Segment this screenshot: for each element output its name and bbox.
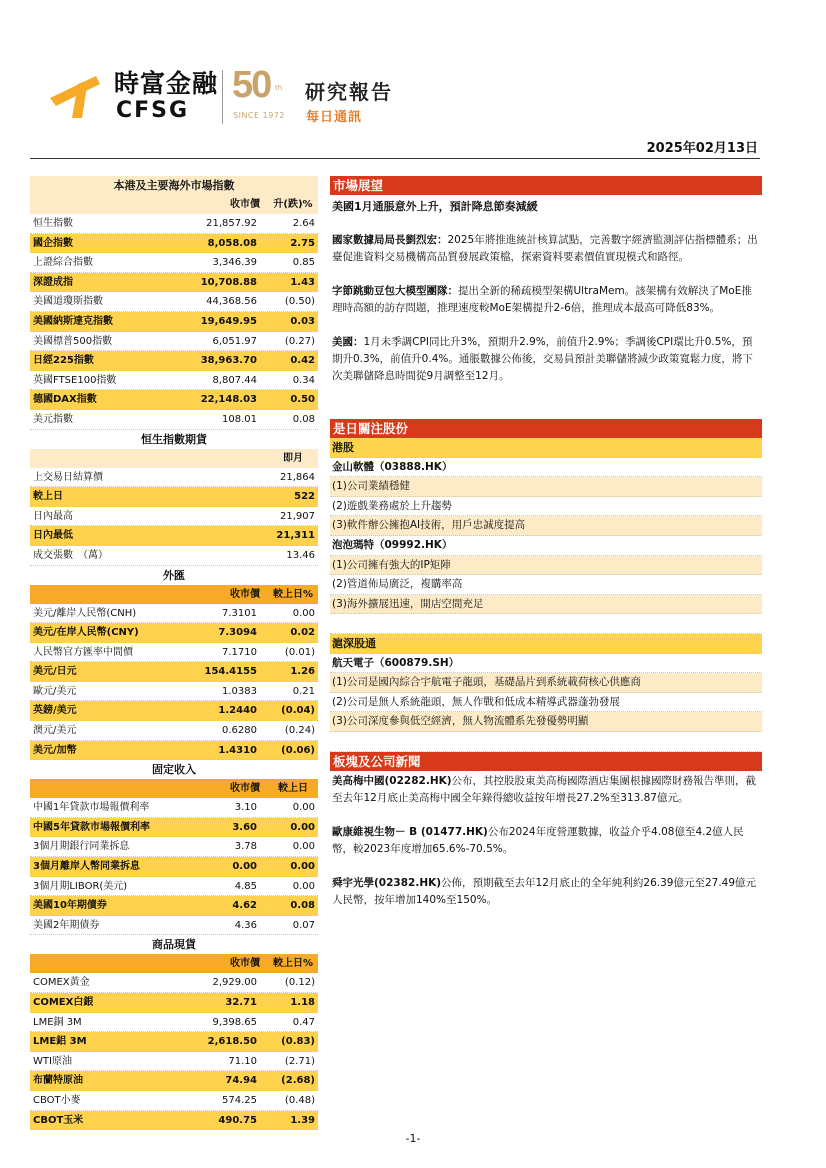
fixed-income-price: 3.60 [232, 821, 257, 833]
index-change: (0.27) [284, 335, 315, 347]
fx-title: 外匯 [30, 566, 318, 585]
fx-name: 美元/在岸人民幣(CNY) [33, 627, 139, 639]
fx-row [30, 604, 318, 624]
fx-price: 0.6280 [222, 725, 257, 737]
futures-value: 21,864 [280, 471, 315, 483]
futures-name: 日內最低 [33, 530, 73, 542]
fx-table [30, 604, 318, 761]
index-price: 21,857.92 [206, 218, 257, 229]
index-change: 0.50 [290, 394, 315, 406]
futures-name: 成交張數 （萬） [33, 549, 108, 561]
fixed-income-change: 0.07 [292, 919, 315, 931]
index-change: 0.85 [292, 257, 315, 269]
fixed-income-name: 美國2年期債券 [33, 919, 100, 931]
stock-point: (3)海外擴展迅速，開店空間充足 [330, 595, 762, 615]
news-text: 公布，其控股股東美高梅國際酒店集團根據國際財務報告準則，截至去年12月底止美高梅中國全年錄得總收益按年增長27.2%至313.87億元。 [332, 774, 757, 804]
commodity-change: 1.18 [290, 997, 315, 1008]
commodity-price: 74.94 [225, 1075, 257, 1087]
fx-change: (0.01) [284, 646, 315, 658]
commodity-row [30, 993, 318, 1013]
index-row [30, 234, 318, 254]
hk-stocks-list [330, 458, 762, 615]
commodity-name: COMEX白銀 [33, 997, 94, 1008]
hk-stocks-label: 港股 [330, 438, 762, 458]
futures-row [30, 507, 318, 527]
fx-change: 0.00 [292, 607, 315, 619]
report-header [0, 0, 826, 156]
futures-row [30, 487, 318, 507]
anniversary-logo: 50 [232, 64, 271, 106]
commodity-name: CBOT玉米 [33, 1114, 84, 1126]
fx-row [30, 643, 318, 663]
spacer-row [330, 614, 762, 634]
commodity-price: 71.10 [228, 1055, 257, 1067]
commodity-change: (0.83) [281, 1036, 315, 1048]
news-item [330, 824, 762, 858]
fx-row [30, 701, 318, 721]
sector-news-body [330, 773, 762, 909]
brand-name-cn: 時富金融 [114, 69, 219, 98]
news-item [330, 875, 762, 909]
fixed-income-price: 3.78 [234, 841, 257, 853]
fx-price: 154.4155 [204, 666, 257, 678]
fx-name: 澳元/美元 [33, 725, 77, 737]
futures-row [30, 468, 318, 488]
index-name: 國企指數 [33, 237, 73, 249]
news-lead: 歐康維視生物－ B (01477.HK) [332, 825, 488, 838]
report-date: 2025年02月13日 [646, 141, 758, 156]
index-price: 19,649.95 [200, 315, 257, 327]
fixed-income-price: 4.85 [234, 880, 257, 892]
fixed-income-change: 0.08 [290, 900, 315, 912]
commodities-table [30, 973, 318, 1130]
commodity-price: 574.25 [222, 1094, 257, 1106]
index-row [30, 332, 318, 352]
index-change: 0.03 [290, 315, 315, 327]
index-price: 44,368.56 [206, 296, 257, 308]
index-name: 美國道瓊斯指數 [33, 296, 103, 308]
fx-price: 1.4310 [218, 744, 257, 756]
header-divider [222, 70, 223, 124]
fixed-income-col-price: 收市價 [230, 783, 260, 795]
fx-name: 英鎊/美元 [33, 705, 77, 717]
stock-point: (3)公司深度參與低空經濟，無人物流體系先發優勢明顯 [330, 712, 762, 732]
commodity-name: WTI原油 [33, 1055, 72, 1067]
fx-change: 0.02 [290, 627, 315, 639]
futures-name: 較上日 [33, 491, 63, 503]
fixed-income-name: 3個月離岸人幣同業拆息 [33, 861, 140, 873]
outlook-lead: 國家數據局局長劉烈宏： [332, 234, 448, 246]
market-data-column [30, 176, 318, 1130]
futures-value: 21,311 [276, 530, 315, 542]
index-row [30, 351, 318, 371]
commodity-row [30, 1111, 318, 1131]
cfsg-logo-icon [48, 70, 108, 120]
fixed-income-change: 0.00 [290, 861, 315, 873]
fx-price: 7.3094 [218, 627, 257, 639]
fixed-income-row [30, 837, 318, 857]
futures-value: 522 [294, 491, 315, 503]
fx-price: 7.3101 [222, 607, 257, 619]
header-rule [30, 158, 760, 159]
commodity-change: (0.48) [284, 1094, 315, 1106]
outlook-text: 提出全新的稀疏模型架構UltraMem。該架構有效解決了MoE推理時高額的訪存問題，推理速度較MoE架構提升2-6倍，推理成本最高可降低83%。 [332, 285, 752, 314]
index-change: 2.75 [290, 237, 315, 249]
sector-news-title: 板塊及公司新聞 [330, 752, 762, 771]
stocks-focus-title: 是日關注股份 [330, 419, 762, 438]
fx-price: 7.1710 [222, 646, 257, 658]
index-change: 0.42 [290, 355, 315, 367]
commodity-name: COMEX黃金 [33, 977, 90, 989]
fixed-income-name: 3個月期銀行同業拆息 [33, 841, 130, 853]
fx-name: 美元/離岸人民幣(CNH) [33, 607, 137, 619]
fixed-income-row [30, 818, 318, 838]
index-name: 深證成指 [33, 276, 73, 288]
futures-row [30, 546, 318, 566]
commodities-header [30, 954, 318, 973]
indices-title: 本港及主要海外市場指數 [30, 176, 318, 195]
fixed-income-name: 美國10年期債券 [33, 900, 107, 912]
index-change: 2.64 [292, 218, 315, 229]
stock-point: (1)公司業績穩健 [330, 477, 762, 497]
market-outlook-body [330, 232, 762, 385]
fx-col-price: 收市價 [230, 588, 260, 600]
since-label: SINCE 1972 [233, 111, 285, 120]
fx-change: 0.21 [292, 685, 315, 697]
futures-row [30, 526, 318, 546]
index-row [30, 410, 318, 430]
fixed-income-header [30, 779, 318, 798]
commodity-change: (0.12) [284, 977, 315, 989]
fx-row [30, 721, 318, 741]
news-lead: 舜宇光學(02382.HK) [332, 876, 442, 889]
commodity-name: LME鋁 3M [33, 1036, 87, 1048]
commodity-row [30, 1013, 318, 1033]
brand-name-en: CFSG [116, 98, 190, 123]
index-price: 3,346.39 [212, 257, 257, 269]
stock-point: (3)軟件辦公擁抱AI技術，用戶忠誠度提高 [330, 516, 762, 536]
commodities-col-price: 收市價 [230, 958, 260, 970]
spacer-row [330, 732, 762, 752]
fixed-income-change: 0.00 [292, 880, 315, 892]
report-title: 研究報告 [305, 80, 393, 104]
index-change: (0.50) [284, 296, 315, 308]
commodity-change: 1.39 [290, 1114, 315, 1126]
market-outlook-headline: 美國1月通脹意外上升，預計降息節奏減緩 [332, 200, 538, 213]
index-price: 38,963.70 [200, 355, 257, 367]
fixed-income-col-change: 較上日 [278, 783, 308, 795]
index-name: 美元指數 [33, 413, 73, 425]
commodity-change: (2.71) [284, 1055, 315, 1067]
outlook-text: 1月未季調CPI同比升3%，預期升2.9%，前值升2.9%；季調後CPI環比升0.5%，預期升0.3%，前值升0.4%。通脹數據公佈後，交易員預計美聯儲將減少政策寬鬆力度，將下次美聯儲降息時間從9月調整至12月。 [332, 336, 753, 382]
index-row [30, 273, 318, 293]
commodity-price: 2,929.00 [212, 977, 257, 989]
fx-name: 人民幣官方匯率中間價 [33, 646, 133, 658]
index-price: 8,807.44 [212, 374, 257, 386]
index-row [30, 214, 318, 234]
fixed-income-price: 4.36 [234, 919, 257, 931]
index-row [30, 253, 318, 273]
fx-row [30, 741, 318, 761]
outlook-lead: 美國： [332, 336, 364, 348]
indices-col-change: 升(跌)% [273, 199, 313, 210]
futures-table [30, 468, 318, 566]
commodities-col-change: 較上日% [272, 958, 314, 970]
index-change: 0.34 [292, 374, 315, 386]
outlook-paragraph [330, 334, 762, 385]
market-outlook-title: 市場展望 [330, 176, 762, 195]
index-name: 美國納斯達克指數 [33, 315, 113, 327]
commodity-name: LME銅 3M [33, 1016, 82, 1028]
index-price: 10,708.88 [200, 276, 257, 288]
commodity-change: (2.68) [281, 1075, 315, 1087]
index-row [30, 312, 318, 332]
futures-col-month: 即月 [283, 452, 303, 464]
index-price: 6,051.97 [212, 335, 257, 347]
news-lead: 美高梅中國(02282.HK) [332, 774, 452, 787]
news-text: 公布2024年度營運數據，收益介乎4.08億至4.2億人民幣，較2023年度增加65.6%-70.5%。 [332, 825, 744, 855]
fx-row [30, 623, 318, 643]
fixed-income-row [30, 857, 318, 877]
indices-table [30, 214, 318, 430]
connect-stocks-list [330, 654, 762, 732]
fixed-income-price: 3.10 [234, 802, 257, 814]
stock-point: (1)公司是國內綜合宇航電子龍頭，基礎晶片到系統載荷核心供應商 [330, 673, 762, 693]
fixed-income-table [30, 798, 318, 935]
outlook-paragraph [330, 232, 762, 266]
commodity-row [30, 1032, 318, 1052]
outlook-lead: 字節跳動豆包大模型團隊： [332, 285, 458, 297]
index-price: 108.01 [222, 413, 257, 425]
index-name: 日經225指數 [33, 355, 94, 367]
fixed-income-name: 3個月期LIBOR(美元) [33, 880, 128, 892]
index-name: 美國標普500指數 [33, 335, 113, 347]
fx-col-change: 較上日% [272, 588, 314, 600]
fixed-income-name: 中國1年貸款市場報價利率 [33, 802, 150, 814]
fixed-income-row [30, 916, 318, 936]
fixed-income-row [30, 798, 318, 818]
futures-value: 21,907 [280, 510, 315, 522]
commodity-price: 2,618.50 [207, 1036, 257, 1048]
index-name: 上證綜合指數 [33, 257, 93, 269]
index-row [30, 371, 318, 391]
fx-price: 1.0383 [222, 685, 257, 697]
commodity-name: CBOT小麥 [33, 1094, 81, 1106]
futures-value: 13.46 [286, 549, 315, 561]
news-item [330, 773, 762, 807]
stock-point: (2)遊戲業務處於上升趨勢 [330, 497, 762, 517]
fx-name: 美元/日元 [33, 666, 77, 678]
fixed-income-row [30, 896, 318, 916]
commodity-row [30, 1091, 318, 1111]
page-number: -1- [405, 1132, 421, 1145]
futures-header [30, 449, 318, 468]
fixed-income-price: 0.00 [232, 861, 257, 873]
fixed-income-price: 4.62 [232, 900, 257, 912]
index-row [30, 292, 318, 312]
commodity-change: 0.47 [292, 1016, 315, 1028]
futures-name: 上交易日結算價 [33, 471, 103, 483]
commodity-row [30, 1052, 318, 1072]
commodity-price: 490.75 [218, 1114, 257, 1126]
index-change: 0.08 [292, 413, 315, 425]
stock-point: (2)公司是無人系統龍頭，無人作戰和低成本精導武器蓬勃發展 [330, 693, 762, 713]
fixed-income-row [30, 877, 318, 897]
commentary-column [330, 176, 762, 909]
fx-change: (0.04) [281, 705, 315, 717]
index-name: 英國FTSE100指數 [33, 374, 117, 386]
commodity-row [30, 973, 318, 993]
stock-name: 金山軟體（03888.HK） [330, 458, 762, 478]
fx-name: 美元/加幣 [33, 744, 77, 756]
index-price: 8,058.08 [207, 237, 257, 249]
commodity-price: 32.71 [225, 997, 257, 1008]
fx-change: (0.06) [281, 744, 315, 756]
commodity-row [30, 1071, 318, 1091]
fx-header [30, 585, 318, 604]
fixed-income-change: 0.00 [292, 841, 315, 853]
stock-point: (1)公司擁有強大的IP矩陣 [330, 556, 762, 576]
futures-name: 日內最高 [33, 510, 73, 522]
index-price: 22,148.03 [200, 394, 257, 406]
fx-row [30, 662, 318, 682]
fixed-income-change: 0.00 [292, 802, 315, 814]
indices-header [30, 195, 318, 214]
stock-name: 航天電子（600879.SH） [330, 654, 762, 674]
stock-point: (2)管道佈局廣泛，複購率高 [330, 575, 762, 595]
commodity-price: 9,398.65 [212, 1016, 257, 1028]
fx-change: (0.24) [284, 725, 315, 737]
connect-stocks-label: 滬深股通 [330, 634, 762, 654]
fx-price: 1.2440 [218, 705, 257, 717]
index-change: 1.43 [290, 276, 315, 288]
anniversary-suffix: th [275, 84, 283, 92]
news-text: 公佈，預期截至去年12月底止的全年純利約26.39億元至27.49億元人民幣，按年增加140%至150%。 [332, 876, 757, 906]
fx-name: 歐元/美元 [33, 685, 77, 697]
index-name: 德國DAX指數 [33, 394, 97, 406]
futures-title: 恒生指數期貨 [30, 430, 318, 449]
fx-change: 1.26 [290, 666, 315, 678]
stock-name: 泡泡瑪特（09992.HK） [330, 536, 762, 556]
fixed-income-change: 0.00 [290, 821, 315, 833]
fixed-income-name: 中國5年貸款市場報價利率 [33, 821, 150, 833]
commodity-name: 布蘭特原油 [33, 1075, 83, 1087]
outlook-text: 2025年將推進統計核算試點，完善數字經濟監測評估指標體系；出臺促進資料交易機構高品質發展政策檔，探索資料要素價值實現模式和路徑。 [332, 234, 758, 263]
commodities-title: 商品現貨 [30, 935, 318, 954]
indices-col-price: 收市價 [230, 199, 260, 210]
index-name: 恒生指數 [33, 218, 73, 229]
fixed-income-title: 固定收入 [30, 760, 318, 779]
outlook-paragraph [330, 283, 762, 317]
report-subtitle: 每日通訊 [306, 110, 363, 125]
fx-row [30, 682, 318, 702]
index-row [30, 390, 318, 410]
